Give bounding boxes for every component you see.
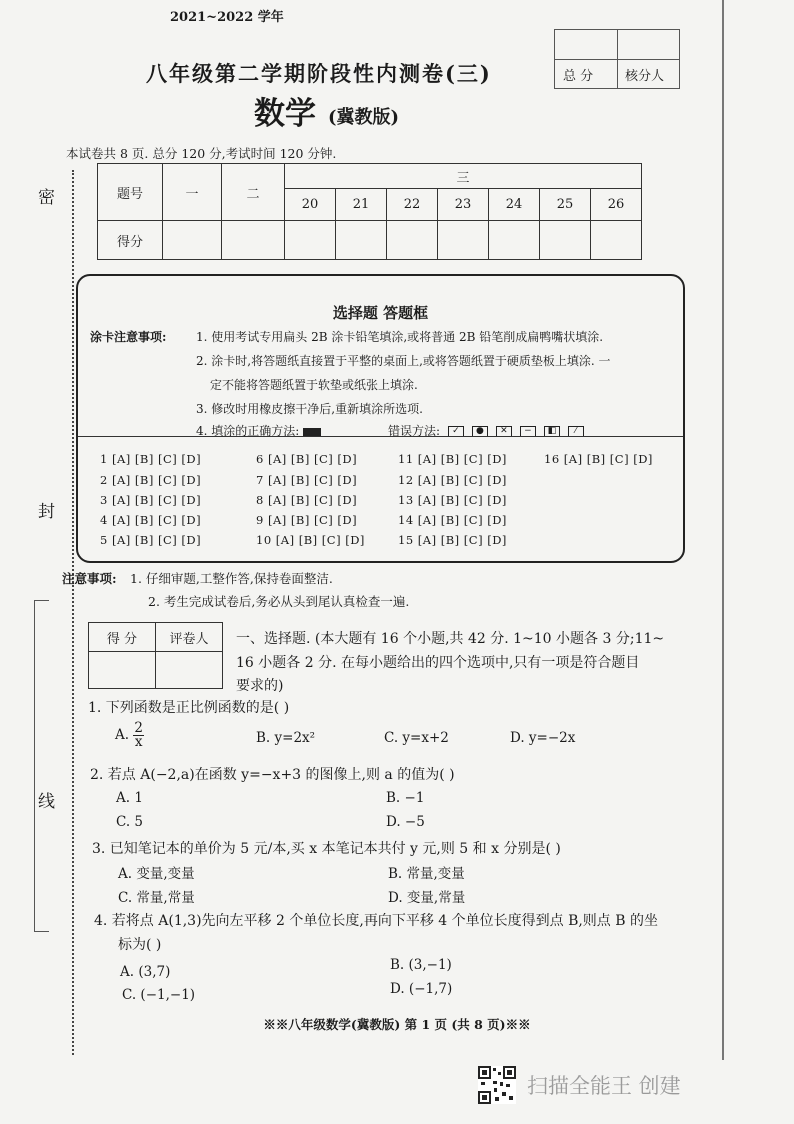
question-3-option-a[interactable]: A. 变量,变量 (118, 866, 195, 882)
score-cell[interactable] (438, 221, 489, 260)
question-3-option-b[interactable]: B. 常量,变量 (388, 866, 465, 882)
question-number: 23 (438, 189, 489, 221)
bubble-item[interactable]: 12 [A] [B] [C] [D] (398, 473, 507, 487)
exam-title: 八年级第二学期阶段性内测卷(三) (146, 61, 492, 86)
card-divider (78, 436, 683, 437)
bubble-item[interactable]: 14 [A] [B] [C] [D] (398, 513, 507, 527)
bubble-item[interactable]: 15 [A] [B] [C] [D] (398, 533, 507, 547)
slash-mark-icon: ⁄ (568, 426, 584, 437)
section-header: 要求的) (236, 678, 284, 694)
bubble-item[interactable]: 1 [A] [B] [C] [D] (100, 452, 202, 466)
total-score-box (554, 29, 680, 89)
card-note: 1. 使用考试专用扁头 2B 涂卡铅笔填涂,或将普通 2B 铅笔削成扁鸭嘴状填涂. (196, 330, 604, 344)
card-note: 2. 涂卡时,将答题纸直接置于平整的桌面上,或将答题纸置于硬质垫板上填涂. 一 (196, 354, 611, 368)
binding-char-feng: 封 (38, 502, 55, 522)
question-1-option-b[interactable]: B. y=2x² (256, 730, 316, 746)
scanner-watermark: 扫描全能王 创建 (527, 1074, 681, 1098)
question-number-label: 题号 (98, 164, 163, 221)
bubble-item[interactable]: 13 [A] [B] [C] [D] (398, 493, 507, 507)
question-1-option-c[interactable]: C. y=x+2 (384, 730, 449, 746)
grader-score-cell[interactable] (89, 652, 156, 689)
grader-reviewer-label: 评卷人 (156, 623, 223, 652)
score-cell[interactable] (222, 221, 285, 260)
question-3-option-c[interactable]: C. 常量,常量 (118, 890, 195, 906)
question-number: 21 (336, 189, 387, 221)
score-table (97, 163, 642, 260)
part-two-header: 二 (222, 164, 285, 221)
cross-mark-icon: ✕ (496, 426, 512, 437)
question-4-stem-cont: 标为( ) (118, 937, 162, 953)
answer-card (76, 274, 685, 563)
question-4-option-c[interactable]: C. (−1,−1) (122, 987, 196, 1003)
binding-char-mi: 密 (38, 188, 55, 208)
grader-score-label: 得 分 (89, 623, 156, 652)
question-number: 22 (387, 189, 438, 221)
question-2-option-b[interactable]: B. −1 (386, 790, 425, 806)
bubble-item[interactable]: 9 [A] [B] [C] [D] (256, 513, 358, 527)
note-item: 2. 考生完成试卷后,务必从头到尾认真检查一遍. (148, 594, 410, 609)
part-one-header: 一 (163, 164, 222, 221)
score-cell[interactable] (540, 221, 591, 260)
grader-reviewer-cell[interactable] (156, 652, 223, 689)
question-4-option-b[interactable]: B. (3,−1) (390, 957, 452, 973)
section-header: 一、选择题. (本大题有 16 个小题,共 42 分. 1~10 小题各 3 分;11~ (236, 631, 665, 647)
bubble-item[interactable]: 6 [A] [B] [C] [D] (256, 452, 358, 466)
notes-label: 注意事项: (62, 571, 117, 586)
bubble-item[interactable]: 10 [A] [B] [C] [D] (256, 533, 365, 547)
grader-box (88, 622, 223, 689)
score-row-label: 得分 (98, 221, 163, 260)
right-border-line (722, 0, 724, 1060)
score-cell[interactable] (387, 221, 438, 260)
total-score-label: 总 分 (563, 69, 594, 84)
question-3-option-d[interactable]: D. 变量,常量 (388, 890, 466, 906)
question-1-option-d[interactable]: D. y=−2x (510, 730, 576, 746)
score-cell[interactable] (336, 221, 387, 260)
question-2-option-d[interactable]: D. −5 (386, 814, 425, 830)
qr-code-icon (478, 1066, 516, 1104)
question-1-stem: 1. 下列函数是正比例函数的是( ) (88, 700, 290, 716)
bubble-item[interactable]: 4 [A] [B] [C] [D] (100, 513, 202, 527)
question-1-option-a[interactable] (115, 722, 144, 749)
question-4-option-a[interactable]: A. (3,7) (120, 964, 171, 980)
score-cell[interactable] (163, 221, 222, 260)
note-item: 1. 仔细审题,工整作答,保持卷面整洁. (130, 571, 333, 586)
question-number: 24 (489, 189, 540, 221)
filled-bubble-icon (303, 428, 321, 436)
answer-card-title: 选择题 答题框 (332, 304, 429, 322)
page-footer: ※※八年级数学(冀教版) 第 1 页 (共 8 页)※※ (263, 1017, 531, 1032)
school-year: 2021~2022 学年 (170, 10, 284, 25)
correct-method-label: 4. 填涂的正确方法: (196, 424, 300, 438)
question-number: 26 (591, 189, 642, 221)
score-cell[interactable] (489, 221, 540, 260)
part-three-header: 三 (285, 164, 642, 189)
margin-bracket (34, 600, 49, 932)
option-a-prefix: A. (115, 727, 130, 743)
section-header: 16 小题各 2 分. 在每小题给出的四个选项中,只有一项是符合题目 (236, 655, 640, 671)
bubble-item[interactable]: 11 [A] [B] [C] [D] (398, 452, 507, 466)
card-notes-label: 涂卡注意事项: (90, 330, 167, 344)
card-note: 定不能将答题纸置于软垫或纸张上填涂. (210, 378, 418, 392)
card-note: 3. 修改时用橡皮擦干净后,重新填涂所选项. (196, 402, 423, 416)
edition-label: (冀教版) (328, 107, 400, 128)
question-4-stem: 4. 若将点 A(1,3)先向左平移 2 个单位长度,再向下平移 4 个单位长度得到点 B,则点 B 的坐 (94, 913, 658, 929)
score-cell[interactable] (591, 221, 642, 260)
bubble-item[interactable]: 16 [A] [B] [C] [D] (544, 452, 653, 466)
fraction-numerator: 2 (134, 720, 143, 736)
checker-label: 核分人 (625, 69, 665, 84)
bubble-item[interactable]: 7 [A] [B] [C] [D] (256, 473, 358, 487)
question-2-option-c[interactable]: C. 5 (116, 814, 144, 830)
dot-mark-icon: ● (472, 426, 488, 437)
check-mark-icon: ✓ (448, 426, 464, 437)
question-number: 25 (540, 189, 591, 221)
dash-mark-icon: − (520, 426, 536, 437)
binding-line (72, 170, 74, 1055)
bubble-item[interactable]: 2 [A] [B] [C] [D] (100, 473, 202, 487)
question-3-stem: 3. 已知笔记本的单价为 5 元/本,买 x 本笔记本共付 y 元,则 5 和 x 分别是( ) (92, 841, 561, 857)
fraction (133, 722, 144, 749)
subject-title: 数学 (254, 96, 316, 132)
exam-intro: 本试卷共 8 页. 总分 120 分,考试时间 120 分钟. (66, 146, 337, 161)
question-2-stem: 2. 若点 A(−2,a)在函数 y=−x+3 的图像上,则 a 的值为( ) (90, 767, 455, 783)
fraction-denominator: x (134, 734, 143, 750)
bubble-item[interactable]: 5 [A] [B] [C] [D] (100, 533, 202, 547)
wrong-method-label: 错误方法: (388, 424, 441, 438)
bubble-item[interactable]: 3 [A] [B] [C] [D] (100, 493, 202, 507)
question-4-option-d[interactable]: D. (−1,7) (390, 981, 453, 997)
partial-mark-icon: ◧ (544, 426, 560, 437)
question-2-option-a[interactable]: A. 1 (116, 790, 143, 806)
question-number: 20 (285, 189, 336, 221)
score-cell[interactable] (285, 221, 336, 260)
bubble-item[interactable]: 8 [A] [B] [C] [D] (256, 493, 358, 507)
binding-char-xian: 线 (38, 792, 55, 812)
